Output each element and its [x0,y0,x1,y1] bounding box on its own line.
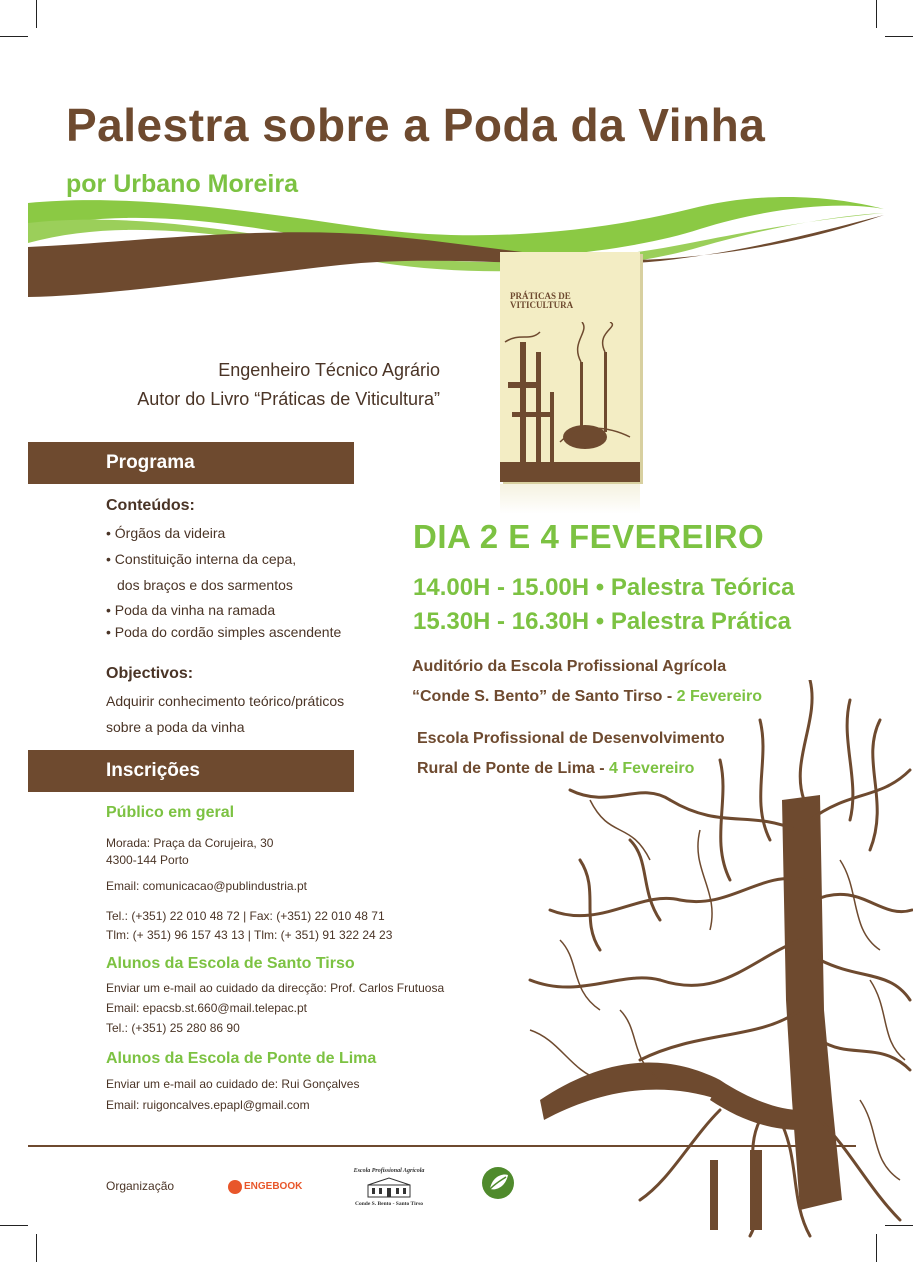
list-item: • Constituição interna da cepa, [106,551,297,567]
email-text: Email: epacsb.st.660@mail.telepac.pt [106,1001,307,1015]
crop-mark [0,1225,28,1226]
page-subtitle: por Urbano Moreira [66,170,298,198]
venue-name: Rural de Ponte de Lima - [417,760,610,777]
page-title: Palestra sobre a Poda da Vinha [66,99,766,151]
leaf-logo [480,1165,520,1210]
session-practice: 15.30H - 16.30H • Palestra Prática [413,608,791,635]
school-logo-subtitle: Conde S. Bento - Santo Tirso [355,1201,423,1207]
inscricoes-heading: Inscrições [106,760,200,781]
venue-date: 2 Fevereiro [676,688,762,705]
crop-mark [36,1234,37,1262]
objectives-heading: Objectivos: [106,665,194,682]
venue-santo-tirso: Auditório da Escola Profissional Agrícola [412,658,727,675]
contents-heading: Conteúdos: [106,497,195,514]
footer-divider [28,1145,856,1147]
programa-heading: Programa [106,452,195,473]
crop-mark [0,36,28,37]
objective-text: sobre a poda da vinha [106,719,245,735]
engebook-icon [228,1180,242,1194]
list-item: • Órgãos da videira [106,525,226,541]
programa-header-bar [28,442,354,484]
book-illustration [500,322,640,482]
school-building-icon [366,1177,412,1199]
author-title: Engenheiro Técnico Agrário [218,360,440,380]
crop-mark [885,36,913,37]
contact-text: Enviar um e-mail ao cuidado de: Rui Gonçalves [106,1077,360,1091]
school-logo [344,1168,434,1210]
inscricoes-header-bar [28,750,354,792]
email-text: Email: comunicacao@publindustria.pt [106,879,307,893]
tel-text: Tel.: (+351) 22 010 48 72 | Fax: (+351) 22 010 48 71 [106,909,385,923]
address-text: 4300-144 Porto [106,853,189,867]
book-cover [500,252,640,482]
list-item: dos braços e dos sarmentos [117,577,293,593]
author-book: Autor do Livro “Práticas de Viticultura” [137,389,440,409]
vine-illustration [520,680,913,1240]
crop-mark [36,0,37,28]
santo-tirso-heading: Alunos da Escola de Santo Tirso [106,955,355,972]
contact-text: Enviar um e-mail ao cuidado da direcção: Prof. Carlos Frutuosa [106,981,445,995]
list-item: • Poda do cordão simples ascendente [106,624,342,640]
leaf-icon [480,1165,520,1205]
event-days: DIA 2 E 4 FEVEREIRO [413,518,765,555]
book-title: PRÁTICAS DE VITICULTURA [510,291,574,310]
tel-text: Tel.: (+351) 25 280 86 90 [106,1021,240,1035]
tlm-text: Tlm: (+ 351) 96 157 43 13 | Tlm: (+ 351) 91 322 24 23 [106,928,393,942]
ponte-lima-heading: Alunos da Escola de Ponte de Lima [106,1050,377,1067]
crop-mark [876,0,877,28]
email-text: Email: ruigoncalves.epapl@gmail.com [106,1098,310,1112]
list-item: • Poda da vinha na ramada [106,602,276,618]
organizacao-label: Organização [106,1179,175,1193]
objective-text: Adquirir conhecimento teórico/práticos [106,693,345,709]
venue-date: 4 Fevereiro [609,760,695,777]
school-logo-title: Escola Profissional Agrícola [353,1168,425,1174]
decorative-wave [0,185,913,315]
book-reflection [500,484,640,514]
address-text: Morada: Praça da Corujeira, 30 [106,836,274,850]
venue-name: “Conde S. Bento” de Santo Tirso - [412,688,677,705]
engebook-text: ENGEBOOK [244,1181,303,1192]
venue-ponte-lima: Escola Profissional de Desenvolvimento [417,730,725,747]
publico-heading: Público em geral [106,804,235,821]
session-theory: 14.00H - 15.00H • Palestra Teórica [413,574,795,601]
